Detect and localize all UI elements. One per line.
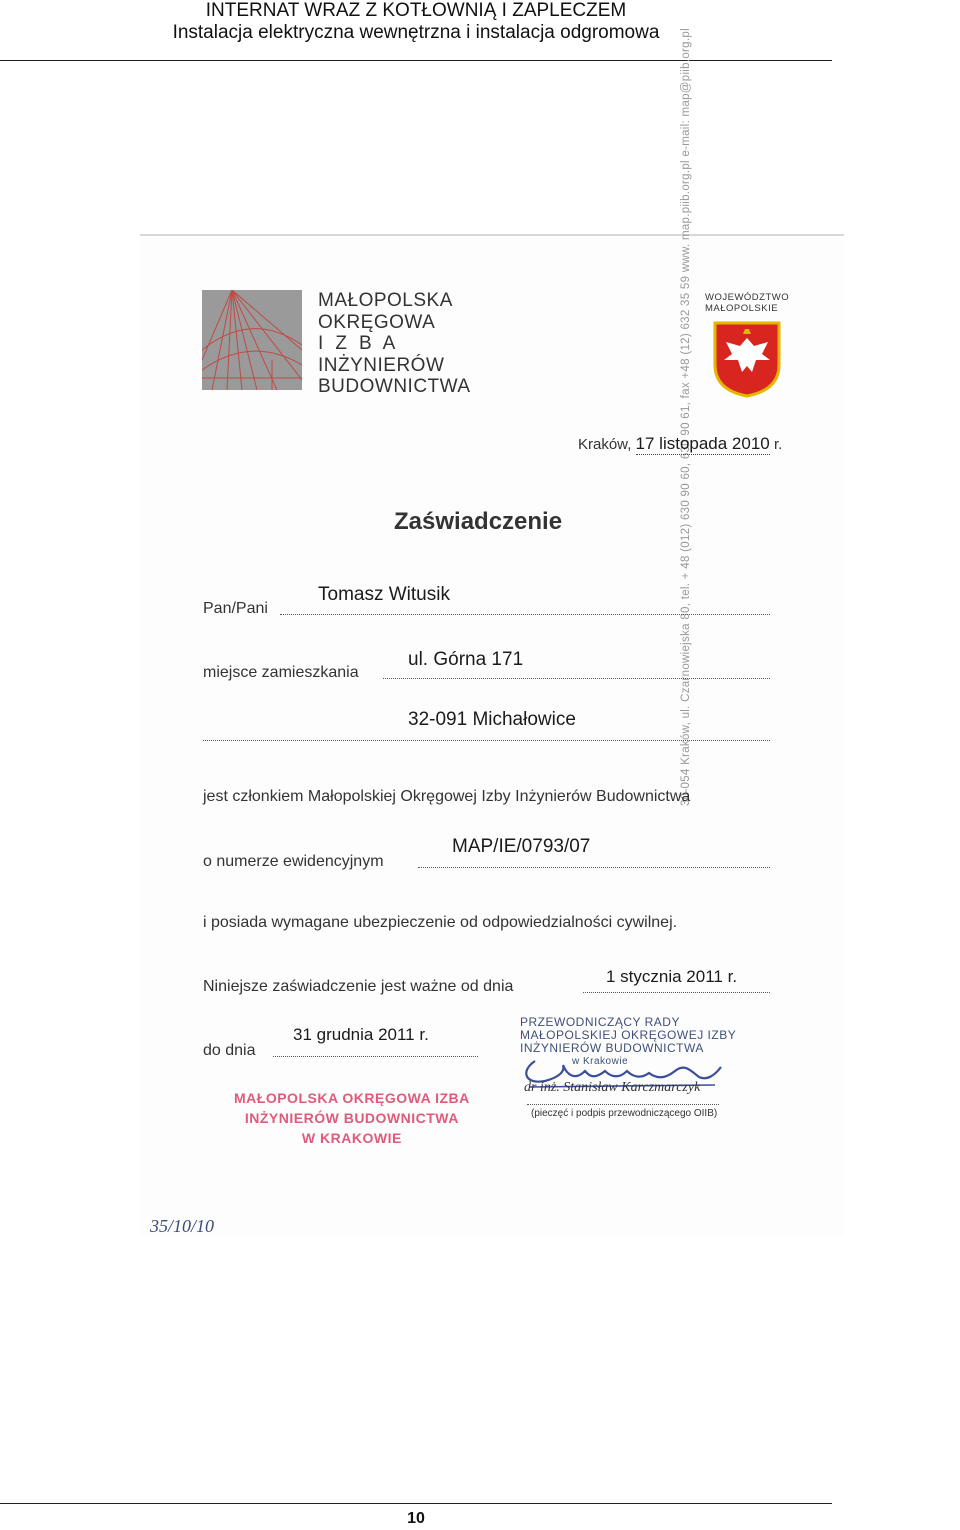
date-suffix: r. [773, 436, 783, 453]
valid-from-date: 1 stycznia 2011 r. [606, 967, 738, 986]
address-line-1: ul. Górna 171 [408, 649, 524, 670]
dotted-line [583, 992, 770, 993]
valid-to-date: 31 grudnia 2011 r. [293, 1025, 429, 1044]
coat-of-arms-icon [712, 320, 782, 398]
name-value: Tomasz Witusik [318, 584, 450, 605]
page-footer-rule [0, 1503, 832, 1504]
name-label: Pan/Pani [203, 600, 268, 617]
date-value: 17 listopada 2010 [635, 434, 770, 453]
logo-line: INŻYNIERÓW [318, 354, 445, 376]
valid-from-label: Niniejsze zaświadczenie jest ważne od dnia [203, 978, 514, 995]
page-header [0, 0, 832, 61]
contact-sidebar: 30-054 Kraków, ul. Czarnowiejska 80, tel. + 48 (012) 630 90 60, 630 90 61, fax +48 (12) 632 35 59 www. map.piib.org.pl e-mail: map@piib.org.pl [680, 28, 692, 806]
signatory-name: dr inż. Stanisław Karczmarczyk [524, 1080, 701, 1095]
registration-label: o numerze ewidencyjnym [203, 853, 384, 870]
stamp-line: PRZEWODNICZĄCY RADY [520, 1015, 680, 1029]
document-subtitle: Instalacja elektryczna wewnętrzna i instalacja odgromowa [172, 22, 660, 43]
date-prefix: Kraków, [578, 436, 632, 453]
stamp-line: INŻYNIERÓW BUDOWNICTWA [244, 1110, 459, 1126]
valid-to-label: do dnia [203, 1042, 256, 1059]
dotted-line [418, 867, 770, 868]
dotted-line [383, 678, 770, 679]
logo-line: I Z B A [318, 333, 396, 354]
membership-statement: jest członkiem Małopolskiej Okręgowej Izby Inżynierów Budownictwa [203, 788, 691, 805]
stamp-line: MAŁOPOLSKIEJ OKRĘGOWEJ IZBY [520, 1028, 737, 1042]
issue-date [578, 434, 782, 455]
handwritten-note: 35/10/10 [150, 1216, 215, 1236]
stamp-line: MAŁOPOLSKA OKRĘGOWA IZBA [234, 1090, 470, 1106]
chamber-logo-text [318, 290, 471, 398]
dotted-line [280, 614, 770, 615]
page-number: 10 [407, 1510, 425, 1527]
stamp-line: INŻYNIERÓW BUDOWNICTWA [520, 1041, 704, 1055]
certificate-title: Zaświadczenie [394, 508, 563, 535]
address-line-2: 32-091 Michałowice [408, 709, 576, 730]
logo-line: OKRĘGOWA [318, 311, 436, 333]
address-label: miejsce zamieszkania [203, 664, 359, 681]
dotted-line [203, 740, 770, 741]
dotted-line [273, 1056, 478, 1057]
chamber-stamp [234, 1088, 470, 1148]
insurance-statement: i posiada wymagane ubezpieczenie od odpowiedzialności cywilnej. [203, 914, 678, 931]
voivodeship-line: WOJEWÓDZTWO [705, 292, 790, 303]
stamp-line: W KRAKOWIE [301, 1130, 402, 1146]
logo-line: MAŁOPOLSKA [318, 290, 453, 311]
chamber-logo-graphic [202, 290, 302, 390]
document-title: INTERNAT WRAZ Z KOTŁOWNIĄ I ZAPLECZEM [205, 0, 627, 21]
voivodeship-line: MAŁOPOLSKIE [705, 303, 779, 314]
dotted-line [527, 1104, 719, 1105]
logo-line: BUDOWNICTWA [318, 376, 471, 397]
signature-caption: (pieczęć i podpis przewodniczącego OIIB) [531, 1108, 718, 1119]
stamp-line: w Krakowie [572, 1056, 629, 1067]
voivodeship-label [705, 292, 789, 314]
registration-number: MAP/IE/0793/07 [452, 836, 591, 857]
